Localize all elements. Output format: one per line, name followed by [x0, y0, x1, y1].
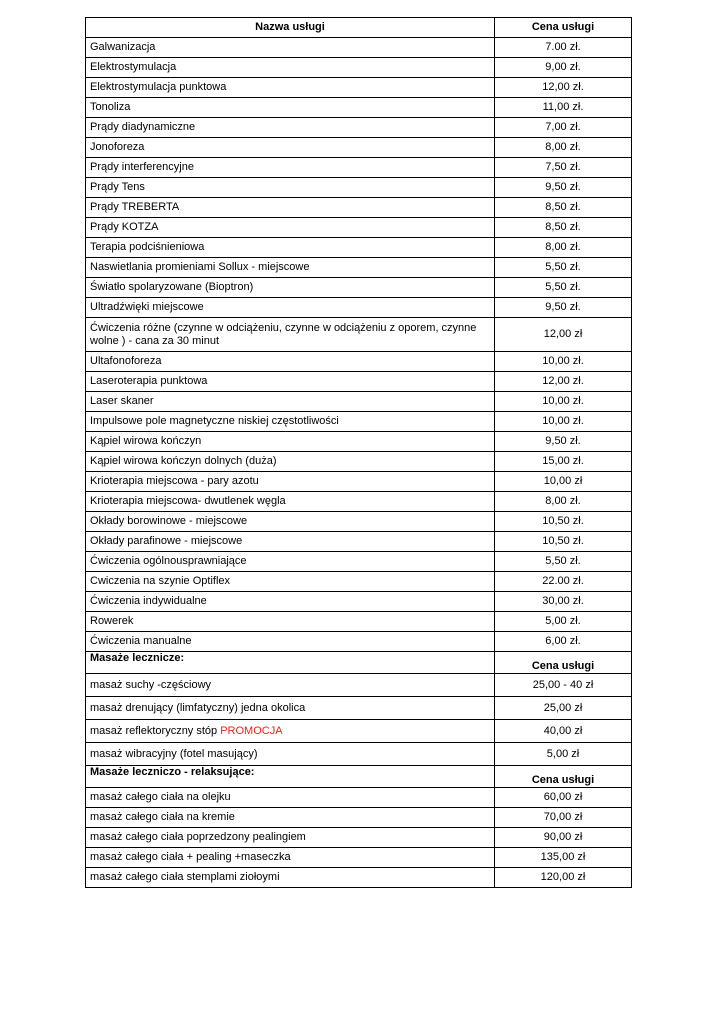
service-name-text: Krioterapia miejscowa - pary azotu: [90, 475, 259, 487]
table-row: [86, 848, 632, 868]
table-row: [86, 697, 632, 720]
service-name-text: Kąpiel wirowa kończyn: [90, 435, 202, 447]
service-price: 11,00 zł.: [495, 98, 632, 118]
service-price: 6,00 zł.: [495, 632, 632, 652]
service-name: [86, 452, 495, 472]
table-row: [86, 58, 632, 78]
service-name: [86, 472, 495, 492]
service-name-text: Ultafonoforeza: [90, 355, 162, 367]
table-row: [86, 78, 632, 98]
table-row: [86, 632, 632, 652]
service-price: 25,00 zł: [495, 697, 632, 720]
service-name: [86, 238, 495, 258]
service-price: 7,50 zł.: [495, 158, 632, 178]
service-name-text: Prądy TREBERTA: [90, 201, 180, 213]
service-price: 9,50 zł.: [495, 298, 632, 318]
service-name-text: masaż całego ciała na kremie: [90, 811, 235, 823]
table-row: [86, 472, 632, 492]
section-title: Masaże lecznicze:: [86, 652, 495, 674]
service-name: [86, 392, 495, 412]
table-row: [86, 218, 632, 238]
service-name: [86, 612, 495, 632]
service-price: 10,00 zł.: [495, 392, 632, 412]
service-name-text: Naswietlania promieniami Sollux - miejscowe: [90, 261, 310, 273]
service-price: 5,50 zł.: [495, 278, 632, 298]
service-name-text: masaż suchy -częściowy: [90, 678, 212, 691]
service-name-text: Jonoforeza: [90, 141, 145, 153]
service-name-text: Prądy KOTZA: [90, 221, 159, 233]
service-price: 8,00 zł.: [495, 238, 632, 258]
service-price: 40,00 zł: [495, 720, 632, 743]
service-name-text: Krioterapia miejscowa- dwutlenek węgla: [90, 495, 286, 507]
service-name: [86, 512, 495, 532]
service-name: [86, 352, 495, 372]
service-name: [86, 552, 495, 572]
service-name: [86, 178, 495, 198]
service-price: 8,50 zł.: [495, 218, 632, 238]
service-name: [86, 828, 495, 848]
service-price: 25,00 - 40 zł: [495, 674, 632, 697]
service-name-text: Ćwiczenia ogólnousprawniające: [90, 555, 247, 567]
service-name-text: Prądy Tens: [90, 181, 145, 193]
service-name: [86, 58, 495, 78]
service-name: [86, 198, 495, 218]
service-price: 90,00 zł: [495, 828, 632, 848]
service-price: 5,00 zł.: [495, 612, 632, 632]
table-row: [86, 198, 632, 218]
header-row: [86, 18, 632, 38]
price-list-table: [85, 17, 632, 888]
table-row: [86, 452, 632, 472]
table-row: [86, 532, 632, 552]
service-name: [86, 788, 495, 808]
service-price: 135,00 zł: [495, 848, 632, 868]
service-name: [86, 720, 495, 743]
table-row: [86, 828, 632, 848]
table-row: [86, 238, 632, 258]
service-name-text: Ćwiczenia manualne: [90, 635, 192, 647]
service-name-text: Impulsowe pole magnetyczne niskiej częstotliwości: [90, 415, 339, 427]
table-row: [86, 138, 632, 158]
service-name-text: Cwiczenia na szynie Optiflex: [90, 575, 231, 587]
table-row: [86, 98, 632, 118]
service-name-text: masaż reflektoryczny stóp: [90, 724, 218, 737]
service-price: 7,00 zł.: [495, 118, 632, 138]
service-name-text: Ćwiczenia indywidualne: [90, 595, 207, 607]
service-name: [86, 532, 495, 552]
service-price: 9,50 zł.: [495, 178, 632, 198]
service-name: [86, 492, 495, 512]
section-header-row: [86, 766, 632, 788]
service-name: [86, 298, 495, 318]
service-name-text: masaż wibracyjny (fotel masujący): [90, 747, 258, 760]
service-name: [86, 38, 495, 58]
service-price: 30,00 zł.: [495, 592, 632, 612]
table-row: [86, 512, 632, 532]
service-price: 7.00 zł.: [495, 38, 632, 58]
table-row: [86, 118, 632, 138]
table-row: [86, 868, 632, 888]
service-name-text: Okłady parafinowe - miejscowe: [90, 535, 243, 547]
service-name: [86, 743, 495, 766]
service-name-text: Elektrostymulacja: [90, 61, 177, 73]
service-name: [86, 278, 495, 298]
service-name: [86, 808, 495, 828]
service-name: [86, 158, 495, 178]
service-price: 60,00 zł: [495, 788, 632, 808]
service-name: [86, 78, 495, 98]
service-name-text: Prądy interferencyjne: [90, 161, 194, 173]
table-row: [86, 572, 632, 592]
service-name: [86, 674, 495, 697]
service-price: 10,00 zł.: [495, 352, 632, 372]
service-name-text: Ultradźwięki miejscowe: [90, 301, 204, 313]
service-name: [86, 138, 495, 158]
service-price: 70,00 zł: [495, 808, 632, 828]
service-price: 10,50 zł.: [495, 532, 632, 552]
service-name: [86, 218, 495, 238]
table-row: [86, 178, 632, 198]
service-name-text: Terapia podciśnieniowa: [90, 241, 205, 253]
service-price: 12,00 zł.: [495, 372, 632, 392]
table-row: [86, 372, 632, 392]
service-name-text: masaż całego ciała stemplami ziołoymi: [90, 871, 280, 883]
table-row: [86, 592, 632, 612]
table-row: [86, 412, 632, 432]
table-row: [86, 788, 632, 808]
service-name: [86, 592, 495, 612]
table-row: [86, 674, 632, 697]
service-name-text: masaż całego ciała na olejku: [90, 791, 231, 803]
service-price: 5,00 zł: [495, 743, 632, 766]
service-price: 8,00 zł.: [495, 492, 632, 512]
service-price: 5,50 zł.: [495, 552, 632, 572]
table-row: [86, 298, 632, 318]
service-name-text: Rowerek: [90, 615, 134, 627]
service-name: [86, 412, 495, 432]
service-price: 8,50 zł.: [495, 198, 632, 218]
service-name: [86, 848, 495, 868]
service-price: 10,00 zł.: [495, 412, 632, 432]
table-row: [86, 278, 632, 298]
service-name-text: masaż drenujący (limfatyczny) jedna okolica: [90, 701, 306, 714]
service-name-text: Laseroterapia punktowa: [90, 375, 208, 387]
table-row: [86, 612, 632, 632]
service-name: [86, 868, 495, 888]
service-name: [86, 98, 495, 118]
service-name-text: Elektrostymulacja punktowa: [90, 81, 227, 93]
service-name-text: Kąpiel wirowa kończyn dolnych (duża): [90, 455, 277, 467]
service-price: 10,00 zł: [495, 472, 632, 492]
service-name: [86, 258, 495, 278]
service-name-text: Ćwiczenia różne (czynne w odciążeniu, czynne w odciążeniu z oporem, czynne wolne ) - cana za 30 minut: [90, 321, 477, 347]
section-price-header: Cena usługi: [495, 652, 632, 674]
service-name: [86, 697, 495, 720]
header-service-price: Cena usługi: [495, 18, 632, 38]
service-name-text: masaż całego ciała + pealing +maseczka: [90, 851, 291, 863]
service-name-text: Światło spolaryzowane (Bioptron): [90, 281, 254, 293]
service-name: [86, 372, 495, 392]
table-row: [86, 552, 632, 572]
service-price: 9,50 zł.: [495, 432, 632, 452]
table-row: [86, 258, 632, 278]
table-row: [86, 38, 632, 58]
table-row: [86, 743, 632, 766]
table-row: [86, 492, 632, 512]
service-name-text: Galwanizacja: [90, 41, 156, 53]
service-name: [86, 632, 495, 652]
service-price: 120,00 zł: [495, 868, 632, 888]
table-row: [86, 808, 632, 828]
service-price: 5,50 zł.: [495, 258, 632, 278]
section-price-header: Cena usługi: [495, 766, 632, 788]
service-name-text: Laser skaner: [90, 395, 154, 407]
service-price: 9,00 zł.: [495, 58, 632, 78]
service-price: 22.00 zł.: [495, 572, 632, 592]
table-row: [86, 158, 632, 178]
service-price: 8,00 zł.: [495, 138, 632, 158]
service-name: [86, 432, 495, 452]
promo-label: PROMOCJA: [220, 724, 283, 737]
table-row: [86, 720, 632, 743]
service-price: 12,00 zł: [495, 318, 632, 352]
service-name: [86, 572, 495, 592]
table-row: [86, 352, 632, 372]
service-price: 12,00 zł.: [495, 78, 632, 98]
service-name-text: Tonoliza: [90, 101, 131, 113]
section-header-row: [86, 652, 632, 674]
service-price: 15,00 zł.: [495, 452, 632, 472]
service-price: 10,50 zł.: [495, 512, 632, 532]
service-name: [86, 318, 495, 352]
service-name-text: Prądy diadynamiczne: [90, 121, 196, 133]
section-title: Masaże leczniczo - relaksujące:: [86, 766, 495, 788]
service-name-text: masaż całego ciała poprzedzony pealingiem: [90, 831, 306, 843]
service-name: [86, 118, 495, 138]
service-name-text: Okłady borowinowe - miejscowe: [90, 515, 248, 527]
header-service-name: Nazwa usługi: [86, 18, 495, 38]
table-row: [86, 318, 632, 352]
table-row: [86, 432, 632, 452]
table-row: [86, 392, 632, 412]
